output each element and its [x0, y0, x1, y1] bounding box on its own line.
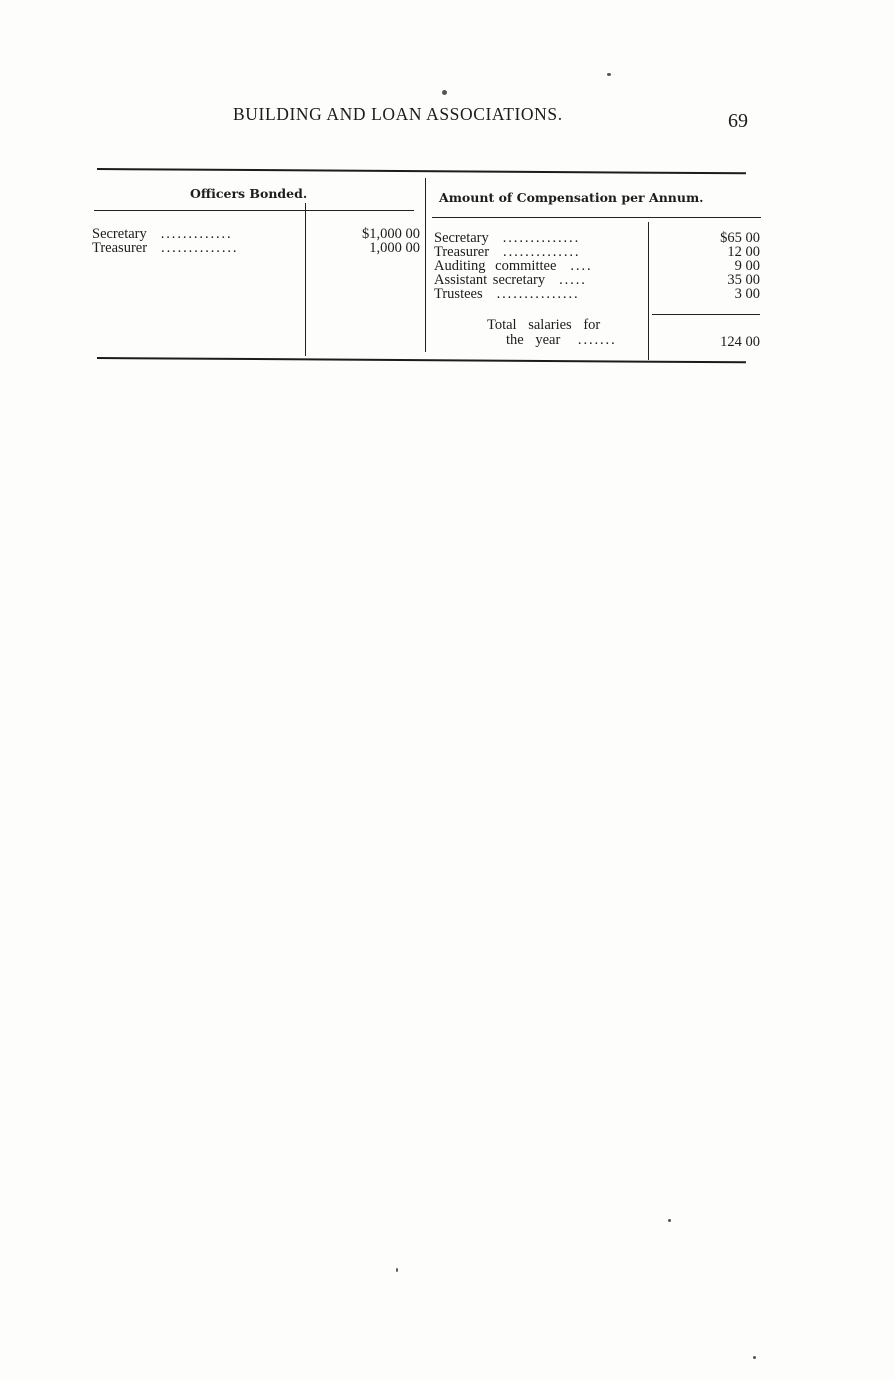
- total-label-text: the year: [506, 332, 561, 348]
- dot-leader: ..............: [503, 244, 581, 260]
- dot-leader: ..............: [502, 230, 581, 246]
- position-label: Trustees: [434, 286, 483, 302]
- total-label-line2: [506, 333, 617, 347]
- compensation-amount: 9 00: [734, 258, 760, 274]
- compensation-amount: 35 00: [727, 272, 760, 288]
- dot-leader: ....: [570, 258, 593, 274]
- speck: [442, 90, 447, 95]
- compensation-heading: Amount of Compensation per Annum.: [439, 190, 704, 205]
- compensation-amount: $65 00: [720, 230, 760, 246]
- bond-amount: 1,000 00: [369, 240, 420, 256]
- officer-label: Secretary: [92, 226, 147, 242]
- list-item: [92, 241, 420, 255]
- position-label: Treasurer: [434, 244, 490, 260]
- compensation-heading-rule: [432, 217, 761, 218]
- dot-leader: .............: [160, 226, 233, 242]
- officers-heading-rule: [94, 210, 414, 211]
- total-label-line1: Total salaries for: [487, 317, 601, 333]
- list-item: [92, 227, 420, 241]
- speck: [396, 1268, 398, 1272]
- page-number: 69: [728, 110, 748, 132]
- table-top-rule: [97, 168, 746, 174]
- bond-amount: $1,000 00: [362, 226, 420, 242]
- officer-label: Treasurer: [92, 240, 148, 256]
- position-label: Assistant secretary: [434, 272, 546, 288]
- speck: [753, 1356, 756, 1359]
- list-item: [434, 287, 762, 301]
- column-divider: [425, 178, 426, 352]
- list-item: [434, 259, 762, 273]
- officers-bonded-list: [92, 227, 420, 255]
- list-item: [434, 245, 762, 259]
- running-head: BUILDING AND LOAN ASSOCIATIONS.: [233, 104, 563, 124]
- list-item: [434, 231, 762, 245]
- list-item: [434, 273, 762, 287]
- dot-leader: .....: [559, 272, 587, 288]
- total-amount: 124 00: [720, 334, 760, 350]
- position-label: Auditing committee: [434, 258, 557, 274]
- compensation-amount: 3 00: [734, 286, 760, 302]
- officers-bonded-heading: Officers Bonded.: [190, 186, 308, 201]
- compensation-amount: 12 00: [727, 244, 760, 260]
- compensation-list: [434, 231, 762, 301]
- speck: [668, 1219, 671, 1222]
- dot-leader: ...............: [496, 286, 580, 302]
- total-rule: [652, 314, 760, 315]
- speck: [607, 73, 611, 76]
- officers-amount-divider: [305, 203, 306, 356]
- position-label: Secretary: [434, 230, 489, 246]
- dot-leader: ..............: [161, 240, 239, 256]
- dot-leader: .......: [577, 332, 617, 348]
